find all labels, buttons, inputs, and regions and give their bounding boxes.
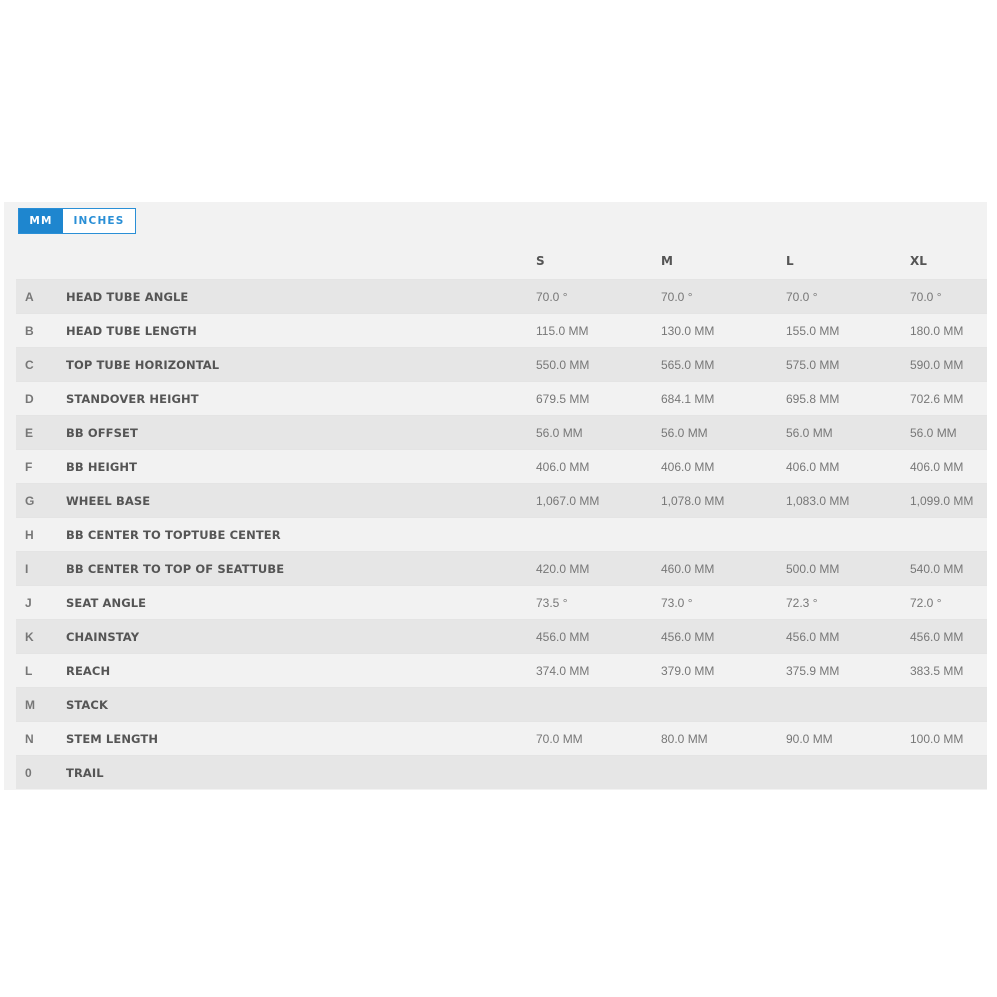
cell-size-m: 130.0 MM: [661, 323, 715, 338]
row-letter: J: [25, 595, 32, 610]
header-size-xl: XL: [910, 254, 927, 268]
cell-size-xl: 1,099.0 MM: [910, 493, 974, 508]
row-letter: L: [25, 663, 33, 678]
table-header: [16, 243, 987, 279]
row-measurement-name: REACH: [66, 663, 111, 678]
cell-size-s: 115.0 MM: [536, 323, 589, 338]
cell-size-l: 1,083.0 MM: [786, 493, 850, 508]
cell-size-xl: 383.5 MM: [910, 663, 964, 678]
table-row: [16, 687, 987, 721]
cell-size-m: 456.0 MM: [661, 629, 715, 644]
header-size-s: S: [536, 254, 545, 268]
cell-size-xl: 180.0 MM: [910, 323, 964, 338]
cell-size-l: 56.0 MM: [786, 425, 833, 440]
cell-size-xl: 72.0 °: [910, 595, 942, 610]
cell-size-l: 575.0 MM: [786, 357, 840, 372]
cell-size-m: 56.0 MM: [661, 425, 708, 440]
cell-size-xl: 70.0 °: [910, 289, 942, 304]
table-row: [16, 483, 987, 517]
cell-size-l: 155.0 MM: [786, 323, 840, 338]
cell-size-xl: 540.0 MM: [910, 561, 964, 576]
row-letter: H: [25, 527, 34, 542]
row-measurement-name: STACK: [66, 697, 108, 712]
row-letter: K: [25, 629, 34, 644]
cell-size-xl: 406.0 MM: [910, 459, 964, 474]
table-row: [16, 279, 987, 313]
cell-size-l: 406.0 MM: [786, 459, 840, 474]
header-size-l: L: [786, 254, 794, 268]
cell-size-s: 406.0 MM: [536, 459, 590, 474]
cell-size-s: 550.0 MM: [536, 357, 590, 372]
cell-size-s: 1,067.0 MM: [536, 493, 600, 508]
table-row: [16, 755, 987, 789]
mm-unit-button[interactable]: MM: [19, 209, 63, 233]
row-measurement-name: TOP TUBE HORIZONTAL: [66, 357, 220, 372]
row-measurement-name: WHEEL BASE: [66, 493, 151, 508]
cell-size-s: 420.0 MM: [536, 561, 590, 576]
row-letter: D: [25, 391, 34, 406]
cell-size-xl: 100.0 MM: [910, 731, 964, 746]
cell-size-l: 375.9 MM: [786, 663, 840, 678]
row-letter: I: [25, 561, 29, 576]
cell-size-m: 73.0 °: [661, 595, 693, 610]
row-letter: A: [25, 289, 34, 304]
cell-size-l: 72.3 °: [786, 595, 818, 610]
cell-size-m: 80.0 MM: [661, 731, 708, 746]
table-row: [16, 653, 987, 687]
row-letter: E: [25, 425, 34, 440]
cell-size-m: 379.0 MM: [661, 663, 715, 678]
table-row: [16, 347, 987, 381]
cell-size-m: 565.0 MM: [661, 357, 715, 372]
table-body: [16, 279, 987, 789]
cell-size-xl: 590.0 MM: [910, 357, 964, 372]
cell-size-s: 73.5 °: [536, 595, 568, 610]
row-letter: C: [25, 357, 34, 372]
table-row: [16, 381, 987, 415]
row-letter: G: [25, 493, 35, 508]
cell-size-m: 70.0 °: [661, 289, 693, 304]
geometry-panel: [4, 202, 987, 790]
row-measurement-name: SEAT ANGLE: [66, 595, 147, 610]
cell-size-xl: 56.0 MM: [910, 425, 957, 440]
cell-size-m: 406.0 MM: [661, 459, 715, 474]
cell-size-xl: 456.0 MM: [910, 629, 964, 644]
cell-size-s: 456.0 MM: [536, 629, 590, 644]
row-letter: F: [25, 459, 33, 474]
row-measurement-name: STANDOVER HEIGHT: [66, 391, 199, 406]
cell-size-l: 695.8 MM: [786, 391, 840, 406]
table-row: [16, 415, 987, 449]
cell-size-s: 374.0 MM: [536, 663, 590, 678]
row-measurement-name: HEAD TUBE ANGLE: [66, 289, 189, 304]
row-letter: 0: [25, 765, 32, 780]
table-row: [16, 619, 987, 653]
cell-size-m: 684.1 MM: [661, 391, 715, 406]
inches-unit-button[interactable]: INCHES: [63, 209, 135, 233]
row-measurement-name: BB HEIGHT: [66, 459, 138, 474]
row-measurement-name: BB OFFSET: [66, 425, 138, 440]
table-row: [16, 551, 987, 585]
cell-size-m: 460.0 MM: [661, 561, 715, 576]
cell-size-s: 679.5 MM: [536, 391, 590, 406]
cell-size-xl: 702.6 MM: [910, 391, 964, 406]
table-row: [16, 517, 987, 551]
cell-size-l: 90.0 MM: [786, 731, 833, 746]
geometry-table: [16, 243, 987, 789]
cell-size-s: 70.0 MM: [536, 731, 583, 746]
unit-toggle: [18, 208, 136, 234]
row-letter: N: [25, 731, 34, 746]
cell-size-l: 456.0 MM: [786, 629, 840, 644]
row-letter: B: [25, 323, 34, 338]
cell-size-s: 56.0 MM: [536, 425, 583, 440]
cell-size-l: 70.0 °: [786, 289, 818, 304]
row-measurement-name: TRAIL: [66, 765, 104, 780]
table-row: [16, 585, 987, 619]
row-letter: M: [25, 697, 35, 712]
table-row: [16, 313, 987, 347]
row-measurement-name: BB CENTER TO TOPTUBE CENTER: [66, 527, 281, 542]
table-row: [16, 721, 987, 755]
row-measurement-name: BB CENTER TO TOP OF SEATTUBE: [66, 561, 285, 576]
table-row: [16, 449, 987, 483]
cell-size-m: 1,078.0 MM: [661, 493, 725, 508]
header-size-m: M: [661, 254, 673, 268]
row-measurement-name: HEAD TUBE LENGTH: [66, 323, 197, 338]
cell-size-s: 70.0 °: [536, 289, 568, 304]
row-measurement-name: CHAINSTAY: [66, 629, 140, 644]
row-measurement-name: STEM LENGTH: [66, 731, 159, 746]
cell-size-l: 500.0 MM: [786, 561, 840, 576]
